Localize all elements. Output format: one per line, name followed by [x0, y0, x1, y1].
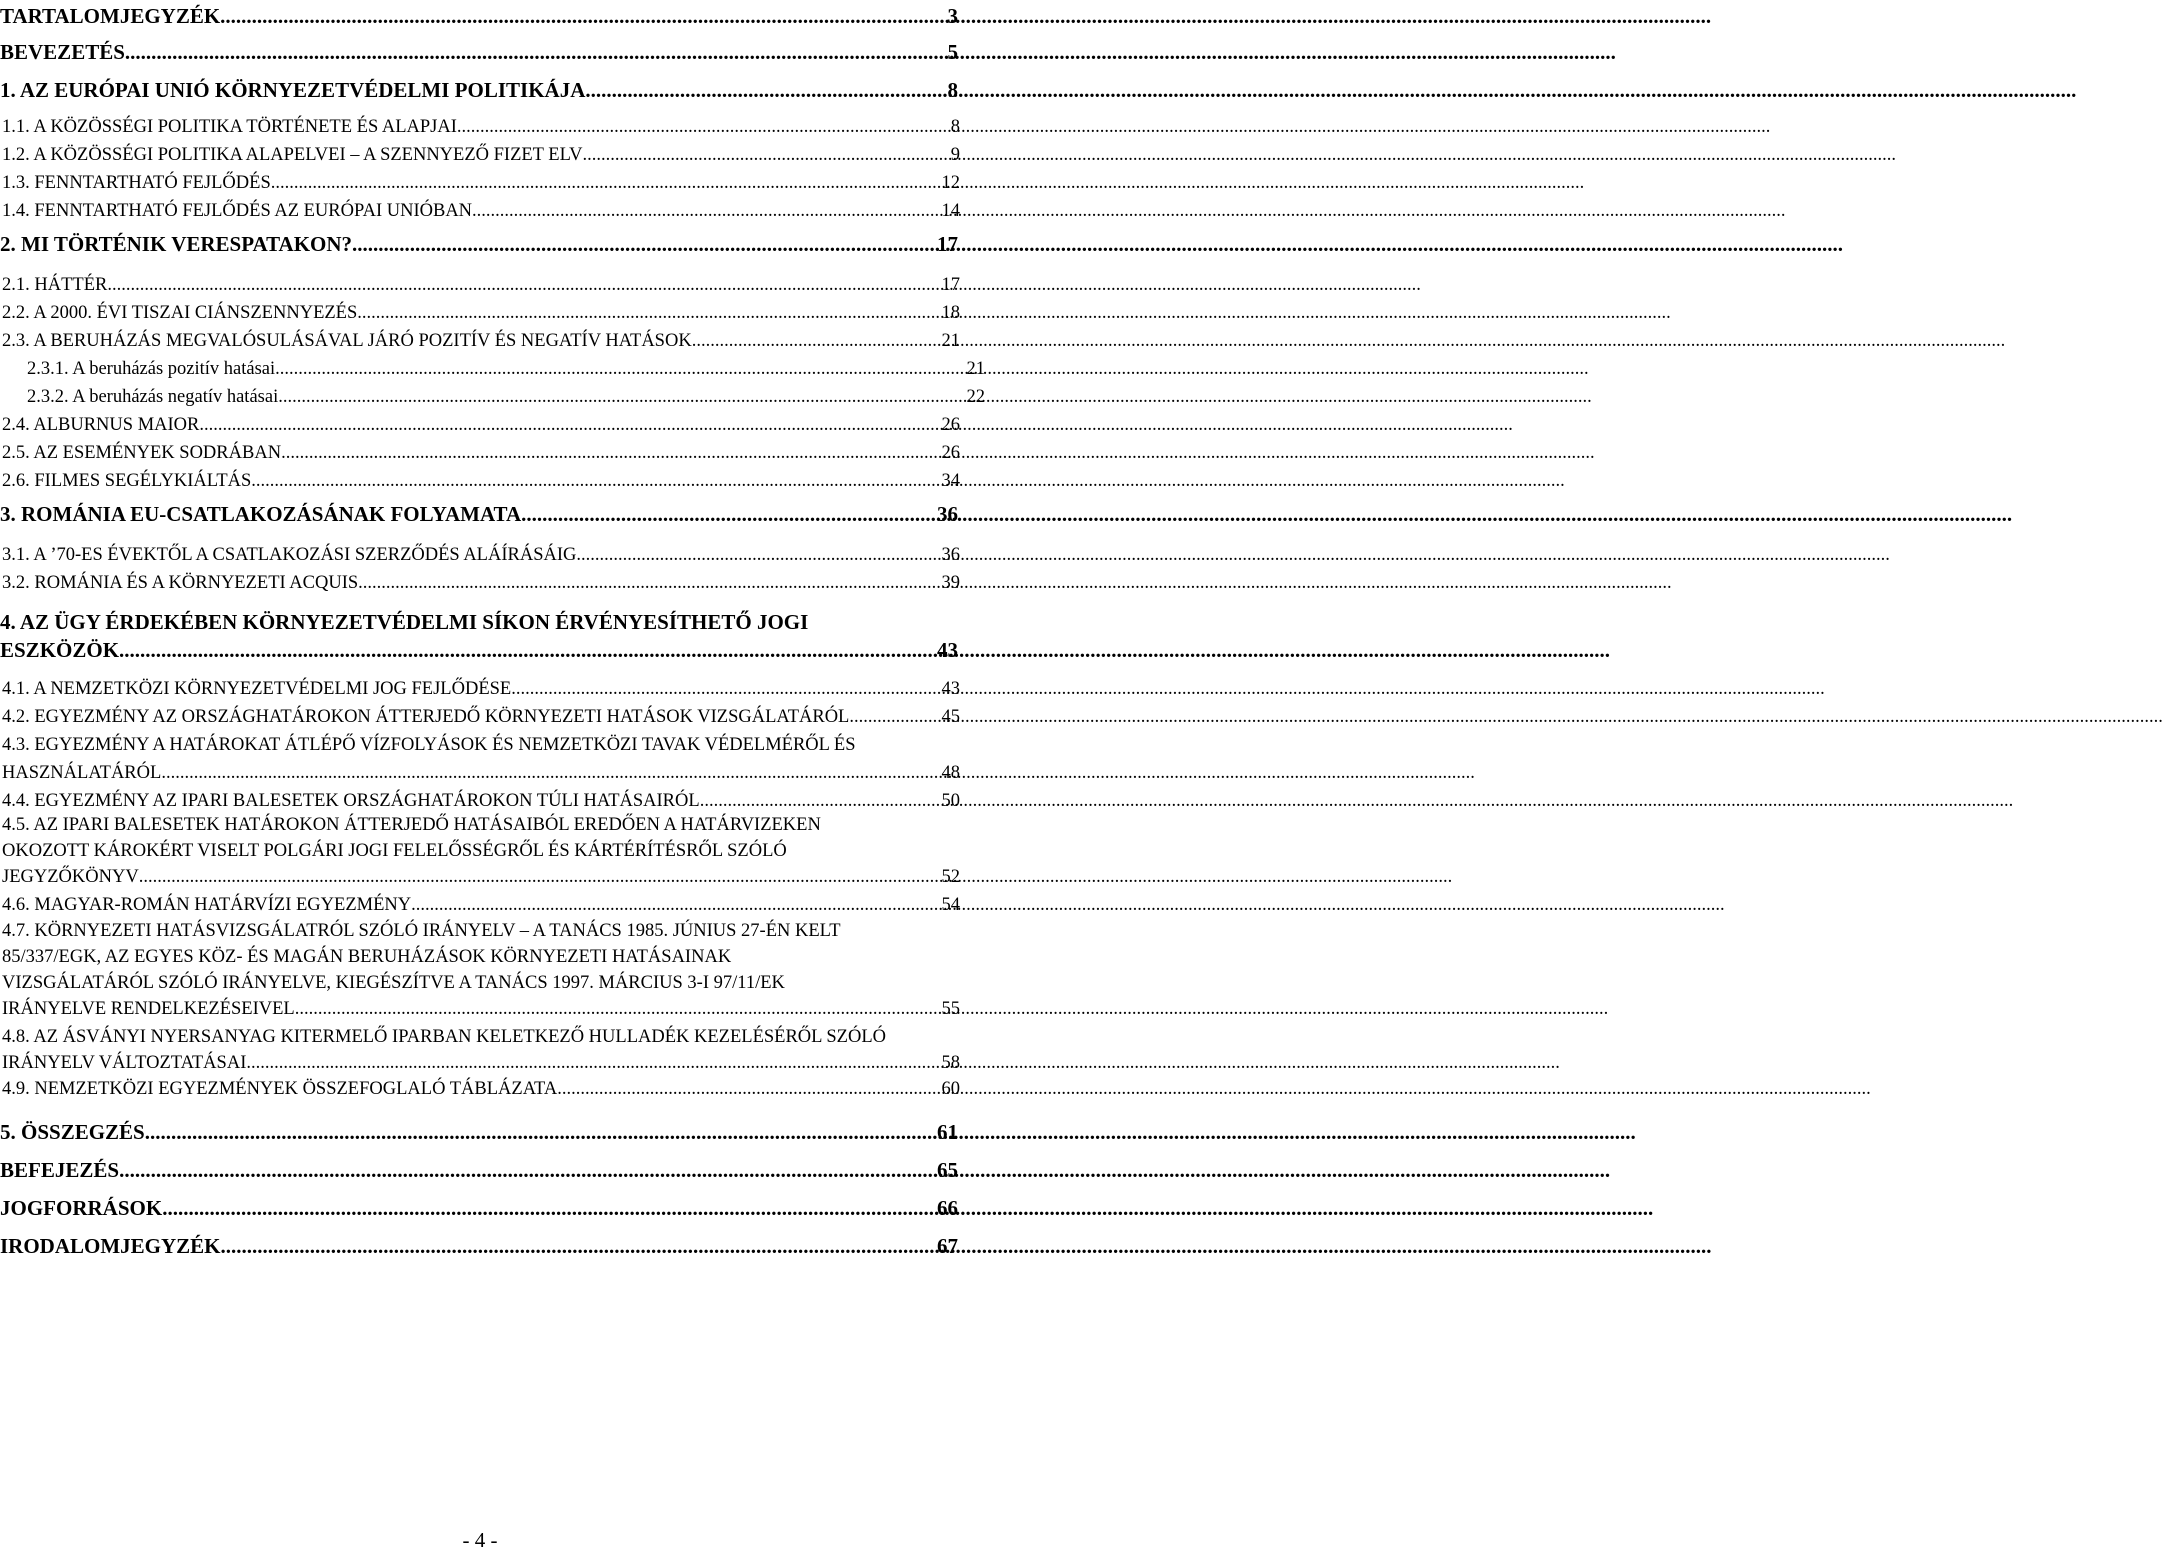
dot-leader: [125, 42, 948, 63]
toc-page-number: 45: [941, 707, 960, 727]
toc-entry-continuation: 4.3. EGYEZMÉNY A HATÁROKAT ÁTLÉPŐ VÍZFOLYÁSOK ÉS NEMZETKÖZI TAVAK VÉDELMÉRŐL ÉS: [2, 735, 856, 755]
toc-entry-title: 3. ROMÁNIA EU-CSATLAKOZÁSÁNAK FOLYAMATA: [0, 502, 522, 526]
toc-page-number: 52: [941, 867, 960, 887]
dot-leader: [557, 1080, 941, 1099]
toc-page: [0, 0, 985, 1554]
toc-page-number: 58: [941, 1053, 960, 1073]
dot-leader: [119, 640, 937, 661]
dot-leader: [162, 1198, 937, 1219]
toc-entry[interactable]: [0, 640, 958, 661]
dot-leader: [281, 444, 941, 463]
dot-leader: [251, 472, 941, 491]
dot-leader: [585, 80, 947, 101]
toc-page-number: 39: [941, 573, 960, 593]
toc-entry-title: BEFEJEZÉS: [0, 1158, 120, 1182]
dot-leader: [107, 276, 941, 295]
dot-leader: [583, 146, 951, 165]
toc-page-number: 34: [941, 471, 960, 491]
toc-entry-continuation: 85/337/EGK, AZ EGYES KÖZ- ÉS MAGÁN BERUHÁZÁSOK KÖRNYEZETI HATÁSAINAK: [2, 947, 732, 967]
dot-leader: [849, 708, 941, 727]
toc-page-number: 26: [941, 443, 960, 463]
toc-page-number: 50: [941, 791, 960, 811]
toc-entry-continuation: 4.5. AZ IPARI BALESETEK HATÁROKON ÁTTERJEDŐ HATÁSAIBÓL EREDŐEN A HATÁRVIZEKEN: [2, 815, 821, 835]
toc-entry[interactable]: [0, 792, 960, 811]
toc-entry[interactable]: [0, 444, 960, 463]
toc-entry[interactable]: [0, 416, 960, 435]
dot-leader: [352, 234, 937, 255]
toc-entry-title: TARTALOMJEGYZÉK: [0, 4, 221, 28]
toc-page-number: 43: [941, 679, 960, 699]
toc-entry-title: IRÁNYELV VÁLTOZTATÁSAI: [2, 1053, 247, 1073]
toc-entry-title: 2.4. ALBURNUS MAIOR: [2, 415, 200, 435]
toc-entry-title: JEGYZŐKÖNYV: [2, 867, 139, 887]
toc-entry-title: 4.1. A NEMZETKÖZI KÖRNYEZETVÉDELMI JOG FEJLŐDÉSE: [2, 679, 512, 699]
toc-entry[interactable]: [0, 388, 985, 407]
toc-entry-continuation: OKOZOTT KÁROKÉRT VISELT POLGÁRI JOGI FELELŐSSÉGRŐL ÉS KÁRTÉRÍTÉSRŐL SZÓLÓ: [2, 841, 787, 861]
toc-page-number: 26: [941, 415, 960, 435]
toc-page-number: 54: [941, 895, 960, 915]
dot-leader: [199, 416, 941, 435]
toc-page-number: 3: [947, 4, 958, 28]
toc-entry[interactable]: [0, 896, 960, 915]
toc-entry-title: 2.3.1. A beruházás pozitív hatásai: [27, 359, 276, 379]
dot-leader: [220, 6, 947, 27]
toc-entry-title: 2. MI TÖRTÉNIK VERESPATAKON?: [0, 232, 353, 256]
toc-entry[interactable]: [0, 472, 960, 491]
toc-entry[interactable]: [0, 118, 960, 137]
dot-leader: [271, 174, 942, 193]
dot-leader: [246, 1054, 941, 1073]
toc-page-number: 61: [937, 1120, 958, 1144]
toc-entry-title: 1.4. FENNTARTHATÓ FEJLŐDÉS AZ EURÓPAI UNIÓBAN: [2, 201, 473, 221]
toc-page-number: 5: [947, 40, 958, 64]
toc-entry[interactable]: [0, 868, 960, 887]
toc-page-number: 67: [937, 1234, 958, 1258]
toc-entry-title: 1.3. FENNTARTHATÓ FEJLŐDÉS: [2, 173, 271, 193]
dot-leader: [358, 574, 941, 593]
page-number: - 4 -: [462, 1528, 498, 1552]
toc-entry[interactable]: [0, 1054, 960, 1073]
toc-entry-title: 3.1. A ’70-ES ÉVEKTŐL A CSATLAKOZÁSI SZERZŐDÉS ALÁÍRÁSÁIG: [2, 545, 577, 565]
toc-entry[interactable]: [0, 6, 958, 27]
dot-leader: [472, 202, 941, 221]
toc-entry[interactable]: [0, 234, 958, 255]
toc-entry-title: 5. ÖSSZEGZÉS: [0, 1120, 145, 1144]
toc-entry[interactable]: [0, 546, 960, 565]
toc-page-number: 65: [937, 1158, 958, 1182]
dot-leader: [521, 504, 937, 525]
toc-entry[interactable]: [0, 1000, 960, 1019]
toc-entry[interactable]: [0, 764, 960, 783]
dot-leader: [692, 332, 942, 351]
toc-entry[interactable]: [0, 42, 958, 63]
toc-entry-title: 1.2. A KÖZÖSSÉGI POLITIKA ALAPELVEI – A SZENNYEZŐ FIZET ELV: [2, 145, 583, 165]
toc-entry-continuation: VIZSGÁLATÁRÓL SZÓLÓ IRÁNYELVE, KIEGÉSZÍTVE A TANÁCS 1997. MÁRCIUS 3-I 97/11/EK: [2, 973, 785, 993]
toc-entry[interactable]: [0, 680, 960, 699]
toc-entry[interactable]: [0, 202, 960, 221]
dot-leader: [357, 304, 941, 323]
toc-page-number: 36: [941, 545, 960, 565]
toc-entry-title: 4.9. NEMZETKÖZI EGYEZMÉNYEK ÖSSZEFOGLALÓ TÁBLÁZATA: [2, 1079, 558, 1099]
toc-entry-title: 2.5. AZ ESEMÉNYEK SODRÁBAN: [2, 443, 282, 463]
toc-entry-title: 2.3. A BERUHÁZÁS MEGVALÓSULÁSÁVAL JÁRÓ POZITÍV ÉS NEGATÍV HATÁSOK: [2, 331, 692, 351]
toc-entry-title: 4.6. MAGYAR-ROMÁN HATÁRVÍZI EGYEZMÉNY: [2, 895, 412, 915]
toc-entry[interactable]: [0, 1122, 958, 1143]
dot-leader: [295, 1000, 942, 1019]
toc-entry[interactable]: [0, 174, 960, 193]
toc-page-number: 17: [941, 275, 960, 295]
dot-leader: [700, 792, 942, 811]
toc-entry[interactable]: [0, 276, 960, 295]
toc-entry[interactable]: [0, 332, 960, 351]
toc-page-number: 21: [966, 359, 985, 379]
toc-page-number: 8: [947, 78, 958, 102]
toc-entry-title: 2.1. HÁTTÉR: [2, 275, 108, 295]
dot-leader: [411, 896, 941, 915]
dot-leader: [145, 1122, 937, 1143]
toc-entry-title: 1. AZ EURÓPAI UNIÓ KÖRNYEZETVÉDELMI POLITIKÁJA: [0, 78, 586, 102]
dot-leader: [221, 1236, 937, 1257]
toc-page-number: 21: [941, 331, 960, 351]
toc-page-number: 48: [941, 763, 960, 783]
toc-entry-title: IRÁNYELVE RENDELKEZÉSEIVEL: [2, 999, 295, 1019]
toc-entry-title: HASZNÁLATÁRÓL: [2, 763, 162, 783]
toc-entry-continuation: 4.8. AZ ÁSVÁNYI NYERSANYAG KITERMELŐ IPARBAN KELETKEZŐ HULLADÉK KEZELÉSÉRŐL SZÓLÓ: [2, 1027, 887, 1047]
toc-entry[interactable]: [0, 574, 960, 593]
dot-leader: [275, 360, 966, 379]
dot-leader: [161, 764, 941, 783]
toc-entry-title: 2.2. A 2000. ÉVI TISZAI CIÁNSZENNYEZÉS: [2, 303, 358, 323]
toc-entry[interactable]: [0, 1160, 958, 1181]
toc-page-number: 66: [937, 1196, 958, 1220]
dot-leader: [139, 868, 942, 887]
dot-leader: [119, 1160, 937, 1181]
toc-entry-title: 2.6. FILMES SEGÉLYKIÁLTÁS: [2, 471, 252, 491]
toc-entry[interactable]: [0, 708, 960, 727]
toc-page-number: 12: [941, 173, 960, 193]
toc-entry-title: ESZKÖZÖK: [0, 638, 120, 662]
toc-page-number: 22: [966, 387, 985, 407]
dot-leader: [576, 546, 941, 565]
toc-entry[interactable]: [0, 360, 985, 379]
toc-entry-title: 4.2. EGYEZMÉNY AZ ORSZÁGHATÁROKON ÁTTERJEDŐ KÖRNYEZETI HATÁSOK VIZSGÁLATÁRÓL: [2, 707, 850, 727]
toc-entry[interactable]: [0, 1080, 960, 1099]
toc-entry-title: 4.4. EGYEZMÉNY AZ IPARI BALESETEK ORSZÁGHATÁROKON TÚLI HATÁSAIRÓL: [2, 791, 700, 811]
toc-page-number: 9: [950, 145, 960, 165]
toc-entry[interactable]: [0, 1236, 958, 1257]
toc-page-number: 8: [950, 117, 960, 137]
toc-page-number: 60: [941, 1079, 960, 1099]
toc-entry[interactable]: [0, 146, 960, 165]
toc-entry-continuation: 4.7. KÖRNYEZETI HATÁSVIZSGÁLATRÓL SZÓLÓ IRÁNYELV – A TANÁCS 1985. JÚNIUS 27-ÉN KELT: [2, 921, 841, 941]
toc-page-number: 18: [941, 303, 960, 323]
toc-page-number: 43: [937, 638, 958, 662]
toc-page-number: 36: [937, 502, 958, 526]
toc-entry-title: BEVEZETÉS: [0, 40, 125, 64]
toc-entry[interactable]: [0, 80, 958, 101]
dot-leader: [511, 680, 941, 699]
dot-leader: [278, 388, 966, 407]
toc-entry[interactable]: [0, 304, 960, 323]
toc-page-number: 55: [941, 999, 960, 1019]
toc-entry-title: 3.2. ROMÁNIA ÉS A KÖRNYEZETI ACQUIS: [2, 573, 359, 593]
toc-page-number: 17: [937, 232, 958, 256]
toc-entry-title: 2.3.2. A beruházás negatív hatásai: [27, 387, 279, 407]
toc-page-number: 14: [941, 201, 960, 221]
toc-entry[interactable]: [0, 1198, 958, 1219]
toc-entry-title: IRODALOMJEGYZÉK: [0, 1234, 221, 1258]
dot-leader: [457, 118, 951, 137]
toc-entry-title: JOGFORRÁSOK: [0, 1196, 163, 1220]
toc-entry-continuation: 4. AZ ÜGY ÉRDEKÉBEN KÖRNYEZETVÉDELMI SÍKON ÉRVÉNYESÍTHETŐ JOGI: [0, 610, 809, 634]
toc-entry[interactable]: [0, 504, 958, 525]
toc-entry-title: 1.1. A KÖZÖSSÉGI POLITIKA TÖRTÉNETE ÉS ALAPJAI: [2, 117, 457, 137]
